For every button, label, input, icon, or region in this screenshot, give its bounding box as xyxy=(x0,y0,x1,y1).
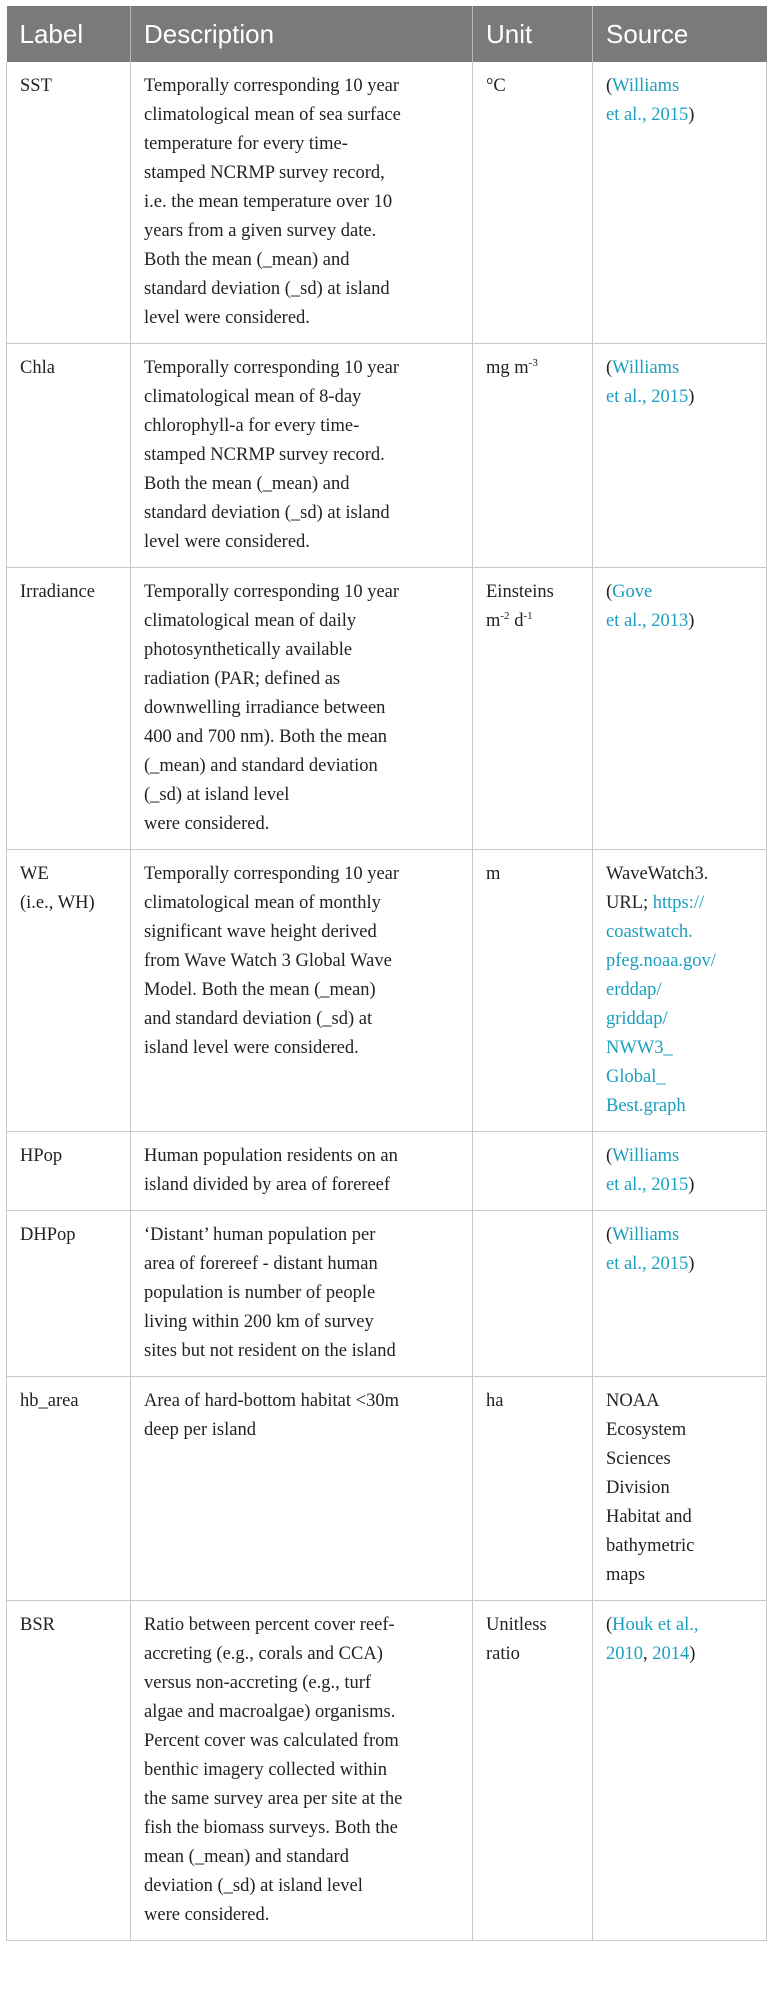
cell-description: Temporally corresponding 10 year climatological mean of daily photosynthetically available radiation (PAR; defined as downwelling irradiance between 400 and 700 nm). Both the mean (_mean) and standard deviation (_sd) at island level were considered. xyxy=(131,568,473,850)
cell-unit xyxy=(473,1132,593,1211)
cell-unit xyxy=(473,1601,593,1941)
cell-description: Area of hard-bottom habitat <30m deep per island xyxy=(131,1377,473,1601)
source-text: ( xyxy=(606,582,613,602)
source-text: ( xyxy=(606,1225,613,1245)
cell-description: ‘Distant’ human population per area of forereef - distant human population is number of people living within 200 km of survey sites but not resident on the island xyxy=(131,1211,473,1377)
cell-unit xyxy=(473,1377,593,1601)
unit-text: mg m xyxy=(486,358,529,378)
cell-source xyxy=(593,850,767,1132)
source-text: NOAA Ecosystem Sciences Division Habitat and bathymetric maps xyxy=(606,1391,695,1585)
cell-source xyxy=(593,62,767,344)
table-body xyxy=(7,62,767,1941)
table-row xyxy=(7,1377,767,1601)
cell-source xyxy=(593,1132,767,1211)
source-text: ) xyxy=(688,1254,695,1274)
cell-source xyxy=(593,568,767,850)
source-text: ( xyxy=(606,1146,613,1166)
table-row xyxy=(7,568,767,850)
cell-source xyxy=(593,1377,767,1601)
source-link[interactable]: 2014 xyxy=(652,1644,690,1664)
source-link[interactable]: Gove et al., 2013 xyxy=(606,582,689,631)
cell-unit xyxy=(473,850,593,1132)
source-text: ( xyxy=(606,76,613,96)
table-row xyxy=(7,1601,767,1941)
table-row xyxy=(7,62,767,344)
cell-label: SST xyxy=(7,62,131,344)
unit-exponent-2: -1 xyxy=(523,610,533,622)
unit-text: °C xyxy=(486,76,506,96)
cell-description: Temporally corresponding 10 year climatological mean of monthly significant wave height derived from Wave Watch 3 Global Wave Model. Both the mean (_mean) and standard deviation (_sd) at island level were considered. xyxy=(131,850,473,1132)
cell-label: DHPop xyxy=(7,1211,131,1377)
table-row xyxy=(7,1211,767,1377)
source-text: , xyxy=(643,1644,653,1664)
header-description: Description xyxy=(131,6,473,62)
cell-label: hb_area xyxy=(7,1377,131,1601)
table-row xyxy=(7,344,767,568)
cell-label: Irradiance xyxy=(7,568,131,850)
source-text: WaveWatch3. URL; xyxy=(606,864,709,913)
cell-unit xyxy=(473,62,593,344)
source-link[interactable]: Williams et al., 2015 xyxy=(606,1225,689,1274)
cell-description: Human population residents on an island divided by area of forereef xyxy=(131,1132,473,1211)
cell-label: BSR xyxy=(7,1601,131,1941)
cell-unit xyxy=(473,344,593,568)
table-row xyxy=(7,850,767,1132)
source-text: ( xyxy=(606,358,613,378)
source-link[interactable]: Williams et al., 2015 xyxy=(606,358,689,407)
unit-exponent: -2 xyxy=(500,610,510,622)
source-link[interactable]: Houk et al., 2010 xyxy=(606,1615,699,1664)
unit-exponent: -3 xyxy=(528,357,538,369)
cell-unit xyxy=(473,568,593,850)
cell-label: Chla xyxy=(7,344,131,568)
unit-text: Einsteins m xyxy=(486,582,554,631)
source-text: ) xyxy=(688,611,695,631)
unit-text-2: d xyxy=(509,611,524,631)
cell-source xyxy=(593,1211,767,1377)
unit-text: m xyxy=(486,864,501,884)
unit-text: ha xyxy=(486,1391,504,1411)
source-text: ) xyxy=(688,1175,695,1195)
cell-description: Ratio between percent cover reef- accreting (e.g., corals and CCA) versus non-accreting (e.g., turf algae and macroalgae) organisms. Percent cover was calculated from benthic imagery collected within the same survey area per site at the fish the biomass surveys. Both the mean (_mean) and standard deviation (_sd) at island level were considered. xyxy=(131,1601,473,1941)
table-row xyxy=(7,1132,767,1211)
source-text: ) xyxy=(689,1644,696,1664)
source-text: ) xyxy=(688,387,695,407)
cell-unit xyxy=(473,1211,593,1377)
cell-label: WE (i.e., WH) xyxy=(7,850,131,1132)
source-text: ( xyxy=(606,1615,613,1635)
source-link[interactable]: Williams et al., 2015 xyxy=(606,1146,689,1195)
source-link[interactable]: Williams et al., 2015 xyxy=(606,76,689,125)
source-link[interactable]: https:// coastwatch. pfeg.noaa.gov/ erddap/ griddap/ NWW3_ Global_ Best.graph xyxy=(606,893,716,1116)
source-text: ) xyxy=(688,105,695,125)
header-label: Label xyxy=(7,6,131,62)
header-unit: Unit xyxy=(473,6,593,62)
cell-source xyxy=(593,1601,767,1941)
header-source: Source xyxy=(593,6,767,62)
unit-text: Unitless ratio xyxy=(486,1615,547,1664)
header-row xyxy=(7,6,767,62)
cell-label: HPop xyxy=(7,1132,131,1211)
cell-description: Temporally corresponding 10 year climatological mean of 8-day chlorophyll-a for every time- stamped NCRMP survey record. Both the mean (_mean) and standard deviation (_sd) at island level were considered. xyxy=(131,344,473,568)
cell-description: Temporally corresponding 10 year climatological mean of sea surface temperature for every time- stamped NCRMP survey record, i.e. the mean temperature over 10 years from a given survey date. Both the mean (_mean) and standard deviation (_sd) at island level were considered. xyxy=(131,62,473,344)
variables-table xyxy=(6,6,767,1941)
cell-source xyxy=(593,344,767,568)
